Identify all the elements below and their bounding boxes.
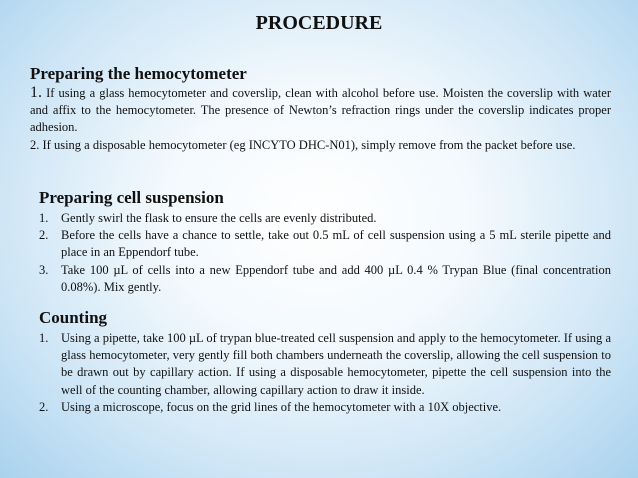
list-number: 3. bbox=[39, 262, 49, 277]
list-number: 2. bbox=[39, 399, 49, 414]
page-title: PROCEDURE bbox=[255, 12, 383, 34]
list-number: 2. bbox=[39, 228, 49, 243]
list-text: Gently swirl the flask to ensure the cells are evenly distributed. bbox=[61, 211, 377, 225]
list-number: 1. bbox=[39, 211, 49, 225]
list-item bbox=[39, 227, 611, 261]
section-preparing-hemocytometer bbox=[30, 64, 611, 154]
list-item bbox=[39, 399, 611, 416]
list-text: Using a pipette, take 100 µL of trypan blue-treated cell suspension and apply to the hemocytometer. If using a glass hemocytometer, very gently fill both chambers underneath the coverslip, allowing the cell suspension to be drawn out by capillary action. If using a disposable hemocytometer, pipette the cell suspension into the well of the counting chamber, allowing capillary action to draw it inside. bbox=[61, 331, 611, 397]
list-text: Before the cells have a chance to settle, take out 0.5 mL of cell suspension using a 5 mL sterile pipette and place in an Eppendorf tube. bbox=[61, 228, 611, 260]
section-counting bbox=[39, 308, 611, 416]
list-item bbox=[39, 330, 611, 399]
paragraph-step-2: 2. If using a disposable hemocytometer (eg INCYTO DHC-N01), simply remove from the packet before use. bbox=[30, 137, 576, 152]
list-text: Take 100 µL of cells into a new Eppendorf tube and add 400 µL 0.4 % Trypan Blue (final concentration 0.08%). Mix gently. bbox=[61, 262, 611, 294]
section-heading: Preparing the hemocytometer bbox=[30, 64, 247, 83]
paragraph-step-1 bbox=[30, 84, 611, 137]
section-heading: Preparing cell suspension bbox=[39, 188, 224, 207]
numbered-list bbox=[39, 330, 611, 416]
list-item bbox=[39, 262, 611, 296]
list-item bbox=[39, 210, 611, 227]
section-preparing-cell-suspension bbox=[39, 188, 611, 296]
step-text: If using a glass hemocytometer and coverslip, clean with alcohol before use. Moisten the coverslip with water and affix to the hemocytometer. The presence of Newton’s refraction rings under the coverslip indicates proper adhesion. bbox=[30, 86, 611, 135]
list-text: Using a microscope, focus on the grid lines of the hemocytometer with a 10X objective. bbox=[61, 399, 502, 414]
section-heading: Counting bbox=[39, 308, 108, 327]
list-number: 1. bbox=[39, 331, 49, 345]
numbered-list bbox=[39, 210, 611, 296]
step-number: 1. bbox=[30, 84, 42, 101]
